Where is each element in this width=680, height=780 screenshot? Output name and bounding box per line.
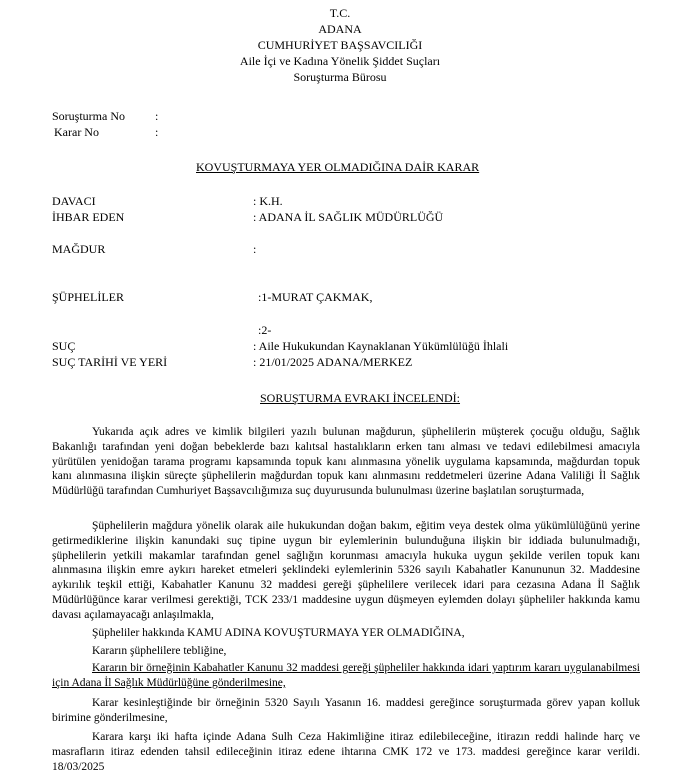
header-office: CUMHURİYET BAŞSAVCILIĞI <box>257 38 423 52</box>
karar-no-separator: : <box>155 125 159 139</box>
body-paragraph-3: Şüpheliler hakkında KAMU ADINA KOVUŞTURMAYA YER OLMADIĞINA, <box>92 627 465 639</box>
supheli-2: :2- <box>258 323 272 337</box>
karar-no-label: Karar No <box>54 125 99 139</box>
ihbar-eden-label: İHBAR EDEN <box>52 210 125 224</box>
suc-value: : Aile Hukukundan Kaynaklanan Yükümlülüğü İhlali <box>253 339 509 353</box>
section-subtitle: SORUŞTURMA EVRAKI İNCELENDİ: <box>260 391 461 405</box>
davaci-value: : K.H. <box>253 194 283 208</box>
body-paragraph-2: Şüphelilerin mağdura yönelik olarak aile hukukundan doğan bakım, eğitim veya destek olma yükümlülüğünü yerine getirmediklerine ilişkin kanundaki suç tipine uygun bir eylemlerinin bulunduğuna ilişkin bir iddiada bulunulmadığı, şüphelilerin yetkili makamlar tarafından genel sağlığın korunması amacıyla hukuka uygun şekilde verilen topuk kanı alınmasına ilişkin emre aykırı hareket etmeleri şeklindeki eylemlerinin 5326 sayılı Kabahatler Kanununun 32. Maddesine aykırılık teşkil ettiği, Kabahatler Kanunu 32 maddesi gereği şüphelilere verilecek idari para cezasına Adana İl Sağlık Müdürlüğünce karar verilmesi gerektiği, TCK 233/1 maddesine uygun düşmeyen eylemden dolayı şüpheliler hakkında kamu davası açılamayacağı anlaşılmakla, <box>52 520 640 621</box>
header-bureau: Soruşturma Bürosu <box>293 70 387 84</box>
header-department: Aile İçi ve Kadına Yönelik Şiddet Suçları <box>239 54 441 68</box>
header-tc: T.C. <box>329 6 351 20</box>
suc-tarihi-label: SUÇ TARİHİ VE YERİ <box>52 355 168 369</box>
supheliler-label: ŞÜPHELİLER <box>52 290 124 304</box>
magdur-label: MAĞDUR <box>52 242 106 256</box>
magdur-value: : <box>253 242 257 256</box>
ihbar-eden-value: : ADANA İL SAĞLIK MÜDÜRLÜĞÜ <box>253 210 444 224</box>
davaci-label: DAVACI <box>52 194 96 208</box>
suc-tarihi-value: : 21/01/2025 ADANA/MERKEZ <box>253 355 413 369</box>
sorusturma-no-label: Soruşturma No <box>52 109 125 123</box>
supheli-1: :1-MURAT ÇAKMAK, <box>258 290 373 304</box>
header-city: ADANA <box>318 22 362 36</box>
body-paragraph-4: Kararın şüphelilere tebliğine, <box>92 645 227 657</box>
body-paragraph-7: Karara karşı iki hafta içinde Adana Sulh Ceza Hakimliğine itiraz edilebileceğine, itirazın reddi halinde harç ve masrafların itiraz edenden tahsil edileceğinin itiraz edene ihtarına CMK 172 ve 173. maddesi gereğince karar verildi. 18/03/2025 <box>52 731 640 773</box>
body-paragraph-5: Kararın bir örneğinin Kabahatler Kanunu 32 maddesi gereği şüpheliler hakkında idari yaptırım kararı uygulanabilmesi için Adana İl Sağlık Müdürlüğüne gönderilmesine, <box>52 662 640 689</box>
decision-title: KOVUŞTURMAYA YER OLMADIĞINA DAİR KARAR <box>196 160 480 174</box>
suc-label: SUÇ <box>52 339 76 353</box>
sorusturma-no-separator: : <box>155 109 159 123</box>
body-paragraph-1: Yukarıda açık adres ve kimlik bilgileri yazılı bulunan mağdurun, şüphelilerin müşterek çocuğu olduğu, Sağlık Bakanlığı tarafından yeni doğan bebeklerde bazı kalıtsal hastalıkların erken tanı alması ve tedavi edilebilmesi amacıyla yürütülen yenidoğan tarama programı kapsamında topuk kanı alınmasına yönelik uygulama kapsamında, mağdurdan topuk kanı alınmasına ilişkin süreçte şüphelilerin mağdurdan topuk kanı alınmasını reddetmeleri üzerine Adana Valiliği İl Sağlık Müdürlüğü tarafından Cumhuriyet Başsavcılığımıza suç duyurusunda bulunulması üzerine başlatılan soruşturmada, <box>52 426 640 498</box>
body-paragraph-6: Karar kesinleştiğinde bir örneğinin 5320 Sayılı Yasanın 16. maddesi gereğince soruşturmada görev yapan kolluk birimine gönderilmesine, <box>52 697 640 724</box>
